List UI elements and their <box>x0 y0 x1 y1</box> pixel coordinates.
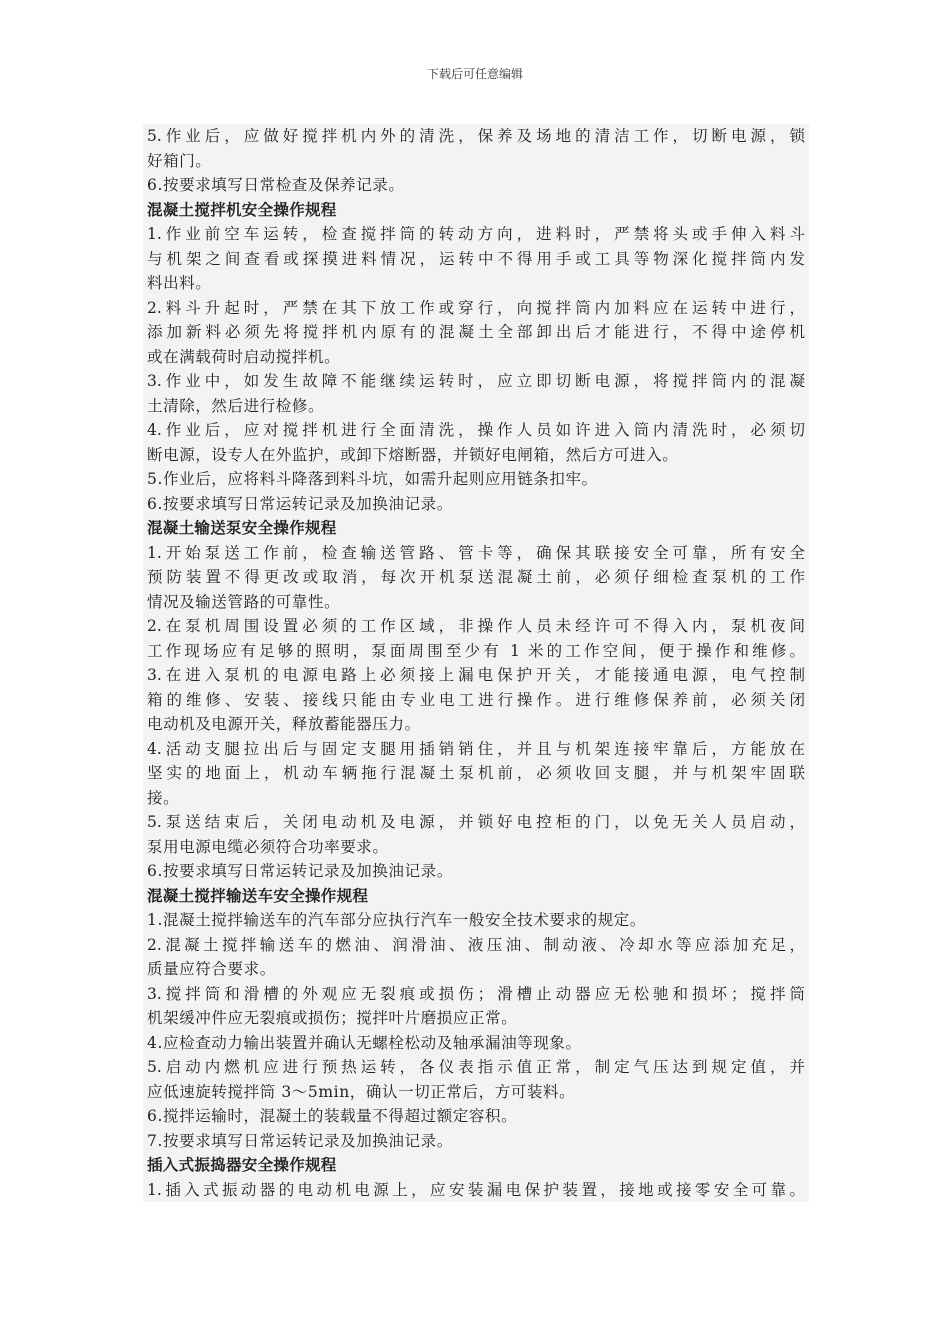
section-heading: 混凝土搅拌输送车安全操作规程 <box>147 885 369 905</box>
text-line: 5.作业后，应将料斗降落到料斗坑，如需升起则应用链条扣牢。 <box>147 470 598 488</box>
text-line: 6.按要求填写日常运转记录及加换油记录。 <box>147 862 453 880</box>
text-line: 接。 <box>147 788 180 807</box>
text-line: 土清除，然后进行检修。 <box>147 396 325 415</box>
text-line: 3.搅拌筒和滑槽的外观应无裂痕或损伤；滑槽止动器应无松驰和损坏；搅拌筒 <box>147 984 805 1003</box>
text-line: 料出料。 <box>147 274 212 292</box>
text-line: 1.插入式振动器的电动机电源上，应安装漏电保护装置，接地或接零安全可靠。 <box>147 1180 805 1199</box>
text-line: 1.混凝土搅拌输送车的汽车部分应执行汽车一般安全技术要求的规定。 <box>147 911 646 929</box>
text-line: 泵用电源电缆必须符合功率要求。 <box>147 837 389 856</box>
text-line: 5.启动内燃机应进行预热运转，各仪表指示值正常，制定气压达到规定值，并 <box>147 1058 805 1076</box>
text-line: 机架缓冲件应无裂痕或损伤；搅拌叶片磨损应正常。 <box>147 1009 518 1027</box>
text-line: 4.作业后，应对搅拌机进行全面清洗，操作人员如许进入筒内清洗时，必须切 <box>147 421 805 439</box>
text-line: 或在满载荷时启动搅拌机。 <box>147 347 341 366</box>
text-line: 好箱门。 <box>147 151 212 170</box>
text-line: 2.在泵机周围设置必须的工作区域，非操作人员未经许可不得入内，泵机夜间 <box>147 617 805 635</box>
text-line: 6.按要求填写日常运转记录及加换油记录。 <box>147 494 453 513</box>
text-line: 3.作业中，如发生故障不能继续运转时，应立即切断电源，将搅拌筒内的混凝 <box>147 372 805 390</box>
text-line: 质量应符合要求。 <box>147 960 276 978</box>
text-line: 2.混凝土搅拌输送车的燃油、润滑油、液压油、制动液、冷却水等应添加充足， <box>147 935 805 954</box>
section-heading: 插入式振捣器安全操作规程 <box>147 1155 337 1174</box>
text-line: 添加新料必须先将搅拌机内原有的混凝土全部卸出后才能进行，不得中途停机 <box>147 323 805 341</box>
text-line: 5.作业后，应做好搅拌机内外的清洗，保养及场地的清洁工作，切断电源，锁 <box>147 127 805 145</box>
text-line: 坚实的地面上，机动车辆拖行混凝土泵机前，必须收回支腿，并与机架牢固联 <box>147 764 805 782</box>
text-line: 2.料斗升起时，严禁在其下放工作或穿行，向搅拌筒内加料应在运转中进行， <box>147 298 805 317</box>
text-line: 电动机及电源开关，释放蓄能器压力。 <box>147 715 421 733</box>
text-line: 预防装置不得更改或取消，每次开机泵送混凝土前，必须仔细检查泵机的工作 <box>147 568 805 586</box>
text-line: 4.应检查动力输出装置并确认无螺栓松动及轴承漏油等现象。 <box>147 1033 582 1052</box>
text-line: 3.在进入泵机的电源电路上必须接上漏电保护开关，才能接通电源，电气控制 <box>147 666 805 684</box>
text-line: 箱的维修、安装、接线只能由专业电工进行操作。进行维修保养前，必须关闭 <box>147 690 805 709</box>
text-line: 应低速旋转搅拌筒 3～5min，确认一切正常后，方可装料。 <box>147 1082 576 1101</box>
section-heading: 混凝土输送泵安全操作规程 <box>147 518 337 537</box>
text-line: 5.泵送结束后，关闭电动机及电源，并锁好电控柜的门，以免无关人员启动， <box>147 813 805 831</box>
document-body <box>143 124 809 1202</box>
text-line: 与机架之间查看或探摸进料情况，运转中不得用手或工具等物深化搅拌筒内发 <box>147 249 805 268</box>
text-line: 情况及输送管路的可靠性。 <box>147 592 341 611</box>
text-line: 断电源，设专人在外监护，或卸下熔断器，并锁好电闸箱，然后方可进入。 <box>147 445 679 464</box>
text-line: 4.活动支腿拉出后与固定支腿用插销销住，并且与机架连接牢靠后，方能放在 <box>147 739 805 758</box>
text-line: 1.开始泵送工作前，检查输送管路、管卡等，确保其联接安全可靠，所有安全 <box>147 543 805 562</box>
text-line: 7.按要求填写日常运转记录及加换油记录。 <box>147 1131 453 1150</box>
text-line: 1.作业前空车运转，检查搅拌筒的转动方向，进料时，严禁将头或手伸入料斗 <box>147 225 805 243</box>
text-line: 工作现场应有足够的照明，泵面周围至少有 1 米的工作空间，便于操作和维修。 <box>147 641 805 660</box>
text-line: 6.搅拌运输时，混凝土的装载量不得超过额定容积。 <box>147 1107 518 1125</box>
section-heading: 混凝土搅拌机安全操作规程 <box>147 199 337 219</box>
text-line: 6.按要求填写日常检查及保养记录。 <box>147 176 405 194</box>
page-header: 下载后可任意编辑 <box>426 67 523 81</box>
